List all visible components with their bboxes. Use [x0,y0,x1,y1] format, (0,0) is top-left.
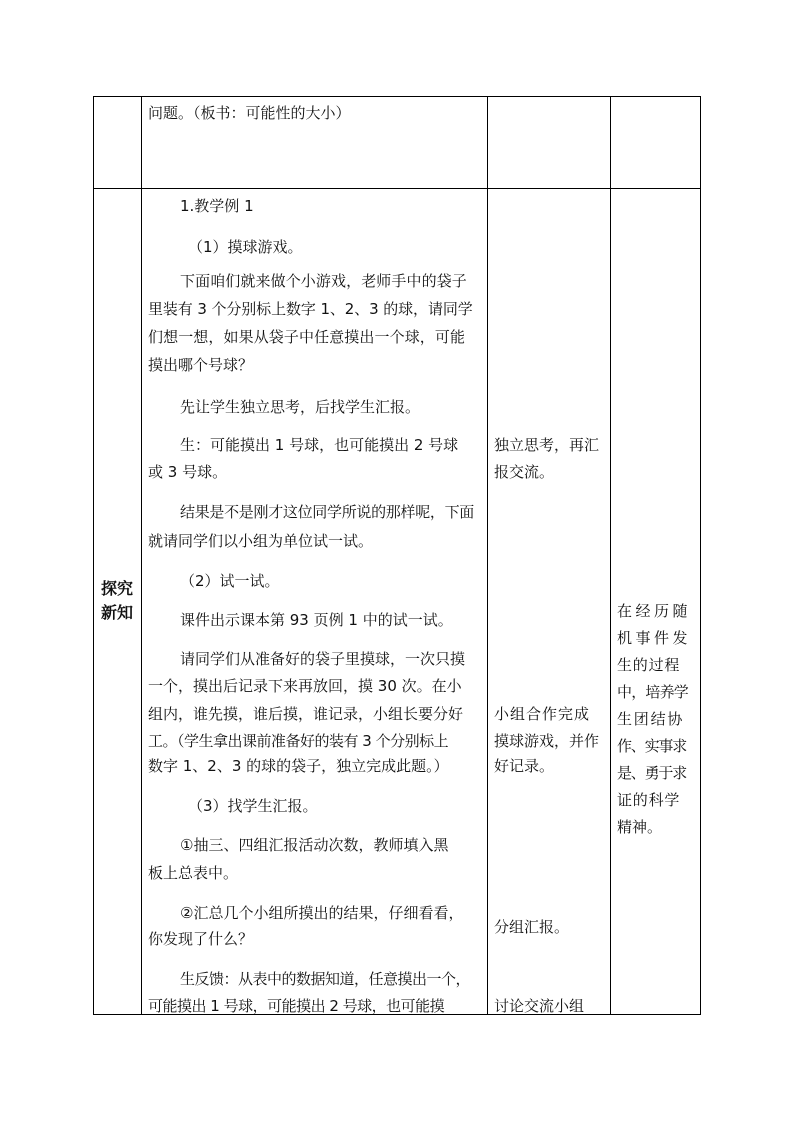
table-divider-2 [487,96,488,1015]
content-line: 们想一想，如果从袋子中任意摸出一个球，可能 [148,328,466,346]
activity-line: 好记录。 [494,757,555,775]
content-line: 请同学们从准备好的袋子里摸球，一次只摸 [180,650,466,668]
row1-content: 问题。（板书：可能性的大小） [148,104,351,122]
intent-line: 中，培养学 [617,683,689,701]
intent-line: 生团结协 [617,710,685,728]
content-line: （2）试一试。 [180,572,280,590]
intent-line: 在经历随 [617,602,692,620]
intent-line: 精神。 [617,818,663,836]
content-line: 结果是不是刚才这位同学所说的那样呢，下面 [180,503,475,521]
activity-line: 分组汇报。 [494,918,570,936]
content-line: 组内，谁先摸，谁后摸，谁记录，小组长要分好 [148,705,464,723]
content-line: 就请同学们以小组为单位试一试。 [148,532,374,550]
activity-line: 报交流。 [494,463,555,481]
intent-line: 生的过程 [617,656,681,674]
content-line: 你发现了什么？ [148,930,254,948]
content-line: 一个，摸出后记录下来再放回，摸 30 次。在小 [148,677,462,695]
content-line: 工。（学生拿出课前准备好的装有 3 个分别标上 [148,732,449,750]
activity-line: 小组合作完成 [494,705,591,723]
table-divider-3 [610,96,611,1015]
content-line: 或 3 号球。 [148,463,228,481]
intent-line: 是、勇于求 [617,764,687,782]
content-line: 先让学生独立思考，后找学生汇报。 [180,398,421,416]
content-line: 下面咱们就来做个小游戏，老师手中的袋子 [180,272,467,290]
content-line: 可能摸出 1 号球，可能摸出 2 号球，也可能摸 [148,997,445,1015]
content-line: （1）摸球游戏。 [188,238,303,256]
activity-line: 独立思考，再汇 [494,436,600,454]
stage-label-line1: 探究 [101,579,134,598]
table-border-top [93,96,701,97]
intent-line: 证的科学 [617,791,681,809]
content-line: 课件出示课本第 93 页例 1 中的试一试。 [180,611,453,629]
content-line: 生反馈：从表中的数据知道，任意摸出一个， [180,970,471,988]
table-border-right [700,96,701,1015]
content-line: 生：可能摸出 1 号球，也可能摸出 2 号球 [180,436,459,454]
activity-line: 讨论交流小组 [494,997,585,1015]
content-line: 数字 1、2、3 的球的袋子，独立完成此题。） [148,757,449,775]
intent-line: 机事件发 [617,629,692,647]
table-border-left [93,96,94,1015]
stage-label-line2: 新知 [101,603,134,622]
table-divider-1 [141,96,142,1015]
row-divider [93,188,701,189]
content-line: 摸出哪个号球？ [148,356,254,374]
intent-line: 作、实事求 [617,737,687,755]
content-line: 板上总表中。 [148,864,239,882]
content-line: ②汇总几个小组所摸出的结果，仔细看看， [180,904,464,922]
content-line: （3）找学生汇报。 [188,797,318,815]
activity-line: 摸球游戏，并作 [494,732,600,750]
content-line: 1.教学例 1 [180,197,254,215]
content-line: ①抽三、四组汇报活动次数，教师填入黑 [180,836,449,854]
content-line: 里装有 3 个分别标上数字 1、2、3 的球，请同学 [148,300,473,318]
